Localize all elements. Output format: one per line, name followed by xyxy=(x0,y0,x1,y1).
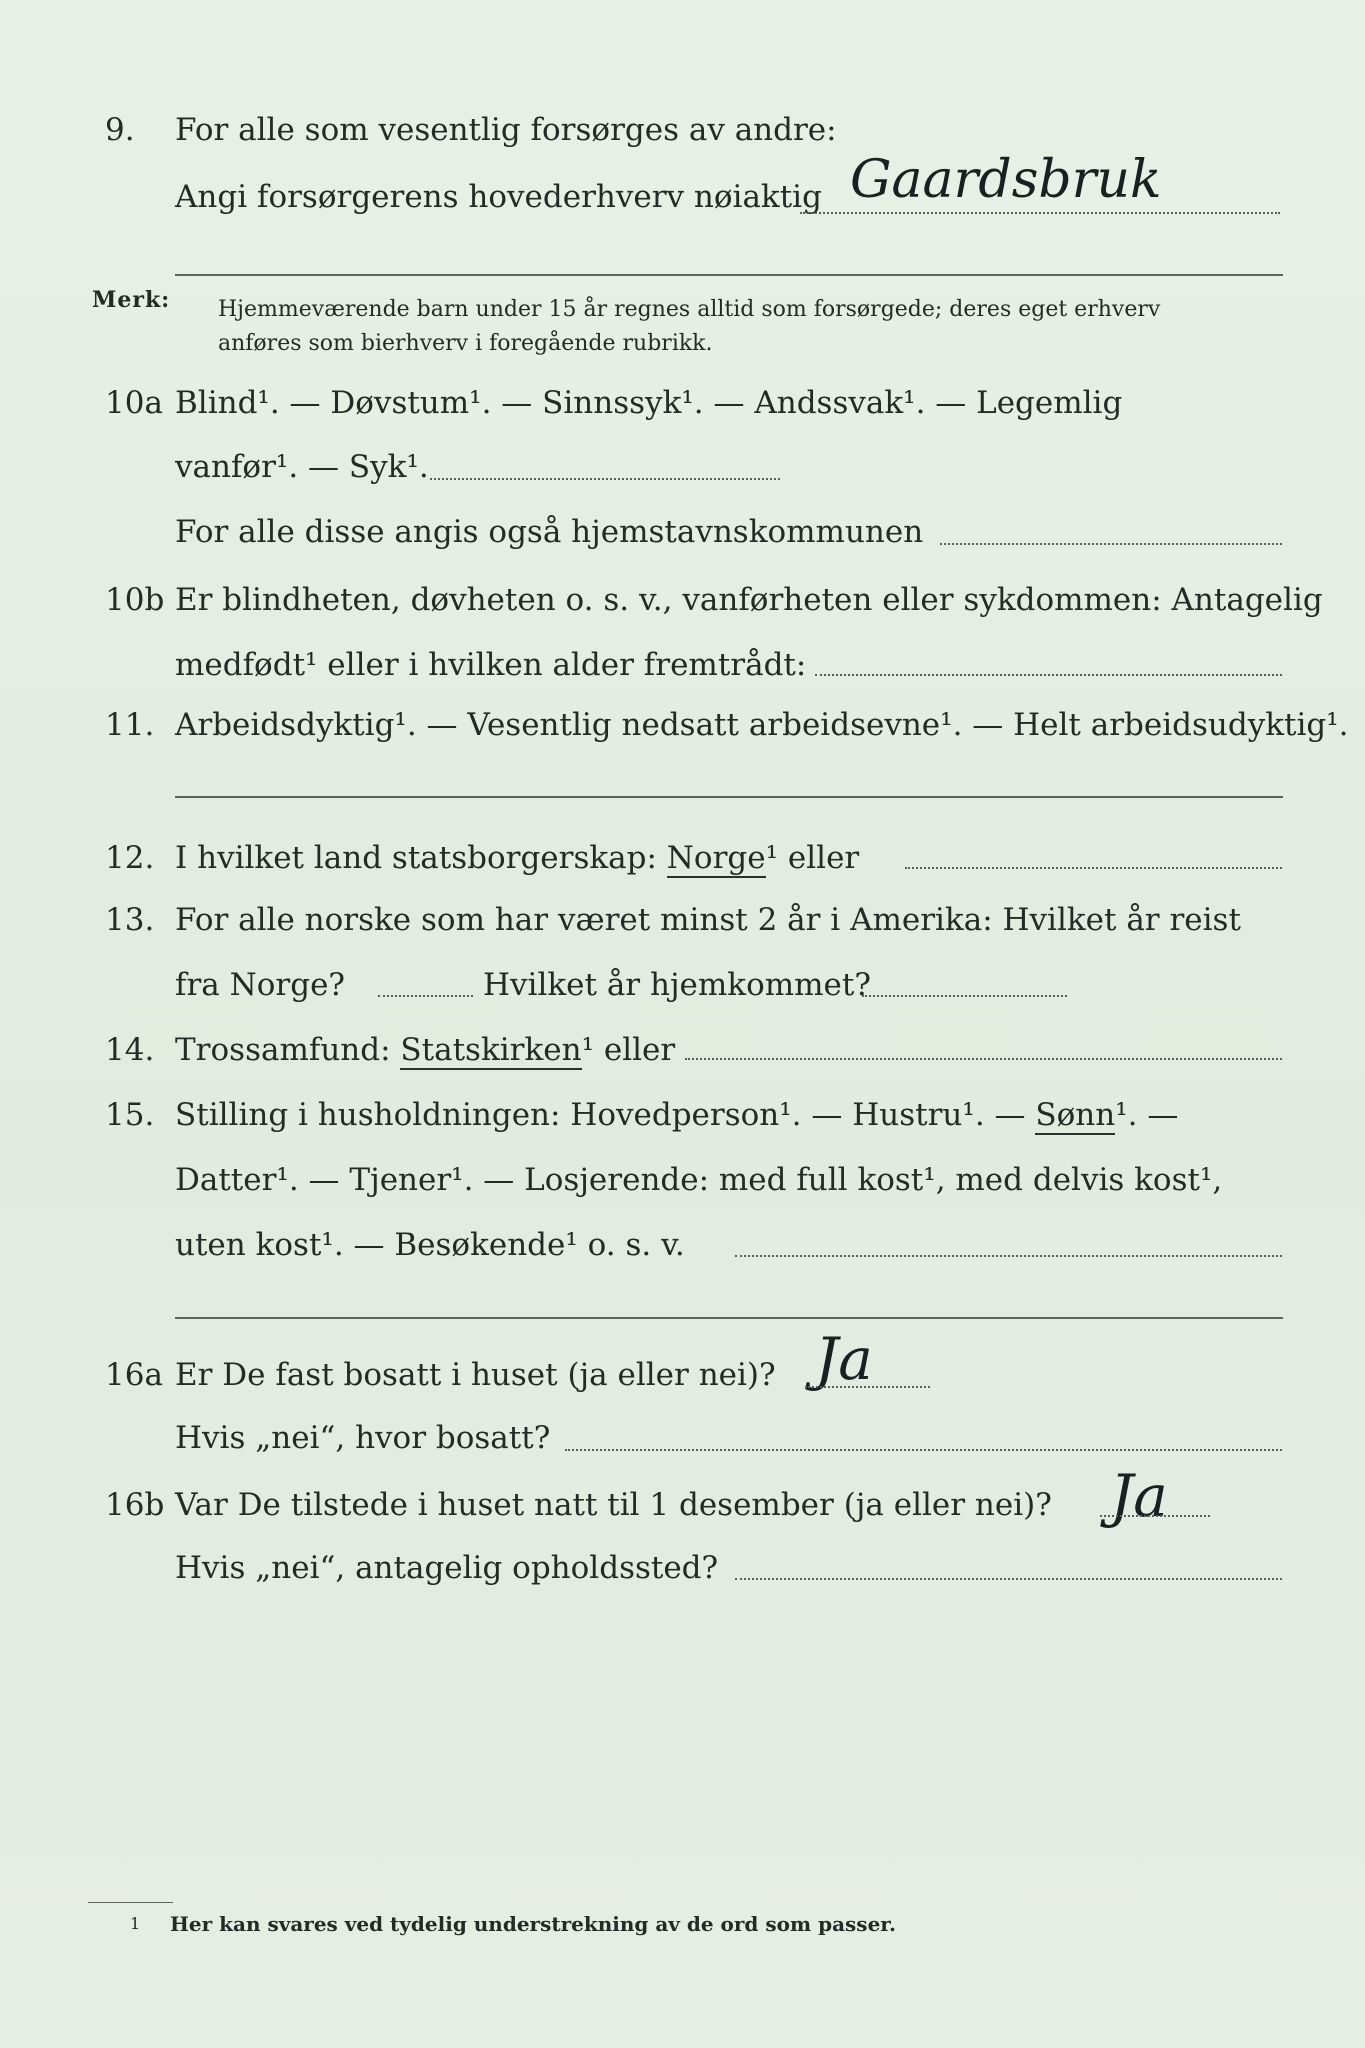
q15-line3: uten kost¹. — Besøkende¹ o. s. v. xyxy=(175,1227,685,1263)
merk-label: Merk: xyxy=(92,287,171,313)
q10b-line2: medfødt¹ eller i hvilken alder fremtrådt: xyxy=(175,647,807,683)
q12-prefix: I hvilket land statsborgerskap: xyxy=(175,840,657,876)
merk-line1: Hjemmeværende barn under 15 år regnes alltid som forsørgede; deres eget erhverv xyxy=(218,297,1161,322)
q12-suffix: ¹ eller xyxy=(765,840,860,876)
q15-underlined-answer: Sønn xyxy=(1035,1097,1116,1133)
q13-line1: For alle norske som har været minst 2 år i Amerika: Hvilket år reist xyxy=(175,902,1241,938)
q16b-line2: Hvis „nei“, antagelig opholdssted? xyxy=(175,1550,719,1586)
q10b-line1: Er blindheten, døvheten o. s. v., vanførheten eller sykdommen: Antagelig xyxy=(175,582,1323,618)
q9-line1: For alle som vesentlig forsørges av andre: xyxy=(175,112,837,148)
q10a-number: 10a xyxy=(105,385,163,421)
q16a-handwritten-answer: Ja xyxy=(815,1325,873,1393)
q13-line2a: fra Norge? xyxy=(175,967,346,1003)
q15-number: 15. xyxy=(105,1097,155,1133)
q9-answer-line xyxy=(800,212,1280,214)
q14-line xyxy=(175,1030,675,1070)
q12-underlined-answer: Norge xyxy=(666,840,766,876)
q14-answer-line xyxy=(685,1058,1282,1060)
q12-line xyxy=(175,838,859,878)
q16b-opholdssted-line xyxy=(735,1578,1282,1580)
q14-suffix: ¹ eller xyxy=(581,1032,676,1068)
q10b-number: 10b xyxy=(105,582,165,618)
q9-number: 9. xyxy=(105,112,135,148)
q14-underlined-answer: Statskirken xyxy=(400,1032,582,1068)
q10a-line3: For alle disse angis også hjemstavnskommunen xyxy=(175,514,924,550)
footnote-rule xyxy=(88,1902,173,1903)
q13-hjemkommet-line xyxy=(862,995,1067,997)
q16a-answer-line xyxy=(805,1386,930,1388)
q10a-line1: Blind¹. — Døvstum¹. — Sinnssyk¹. — Andssvak¹. — Legemlig xyxy=(175,385,1123,421)
q16a-number: 16a xyxy=(105,1357,163,1393)
footnote-mark: 1 xyxy=(130,1914,141,1933)
q10a-kommune-line xyxy=(940,543,1282,545)
q16a-bosatt-line xyxy=(565,1449,1282,1451)
q16b-answer-line xyxy=(1100,1515,1210,1517)
q14-number: 14. xyxy=(105,1032,155,1068)
q15-line1a: Stilling i husholdningen: Hovedperson¹. — Hustru¹. — xyxy=(175,1097,1026,1133)
q10b-answer-line xyxy=(815,674,1282,676)
q16b-handwritten-answer: Ja xyxy=(1110,1462,1168,1530)
q11-line1: Arbeidsdyktig¹. — Vesentlig nedsatt arbeidsevne¹. — Helt arbeidsudyktig¹. xyxy=(175,707,1349,743)
q14-prefix: Trossamfund: xyxy=(175,1032,391,1068)
q11-answer-line xyxy=(175,796,1283,798)
q13-line2b: Hvilket år hjemkommet? xyxy=(483,967,871,1003)
q9-handwritten-answer: Gaardsbruk xyxy=(850,150,1162,210)
q10a-syk-line xyxy=(430,478,780,480)
q15-rule xyxy=(175,1317,1283,1319)
q16b-number: 16b xyxy=(105,1487,165,1523)
q15-line1c: ¹. — xyxy=(1115,1097,1179,1133)
q9-rule xyxy=(175,274,1283,276)
q16b-line1: Var De tilstede i huset natt til 1 desember (ja eller nei)? xyxy=(175,1487,1052,1523)
q12-number: 12. xyxy=(105,840,155,876)
merk-line2: anføres som bierhverv i foregående rubrikk. xyxy=(218,331,713,356)
q9-line2: Angi forsørgerens hovederhverv nøiaktig xyxy=(175,179,822,215)
q16a-line1: Er De fast bosatt i huset (ja eller nei)? xyxy=(175,1357,776,1393)
q10a-line2: vanfør¹. — Syk¹. xyxy=(175,449,429,485)
q15-line1 xyxy=(175,1095,1178,1135)
q12-answer-line xyxy=(905,867,1282,869)
q16a-line2: Hvis „nei“, hvor bosatt? xyxy=(175,1420,551,1456)
footnote-text: Her kan svares ved tydelig understrekning av de ord som passer. xyxy=(170,1912,896,1936)
q13-number: 13. xyxy=(105,902,155,938)
q15-line2: Datter¹. — Tjener¹. — Losjerende: med full kost¹, med delvis kost¹, xyxy=(175,1162,1223,1198)
q11-number: 11. xyxy=(105,707,155,743)
q15-answer-line xyxy=(735,1255,1282,1257)
q13-reist-line xyxy=(378,995,473,997)
